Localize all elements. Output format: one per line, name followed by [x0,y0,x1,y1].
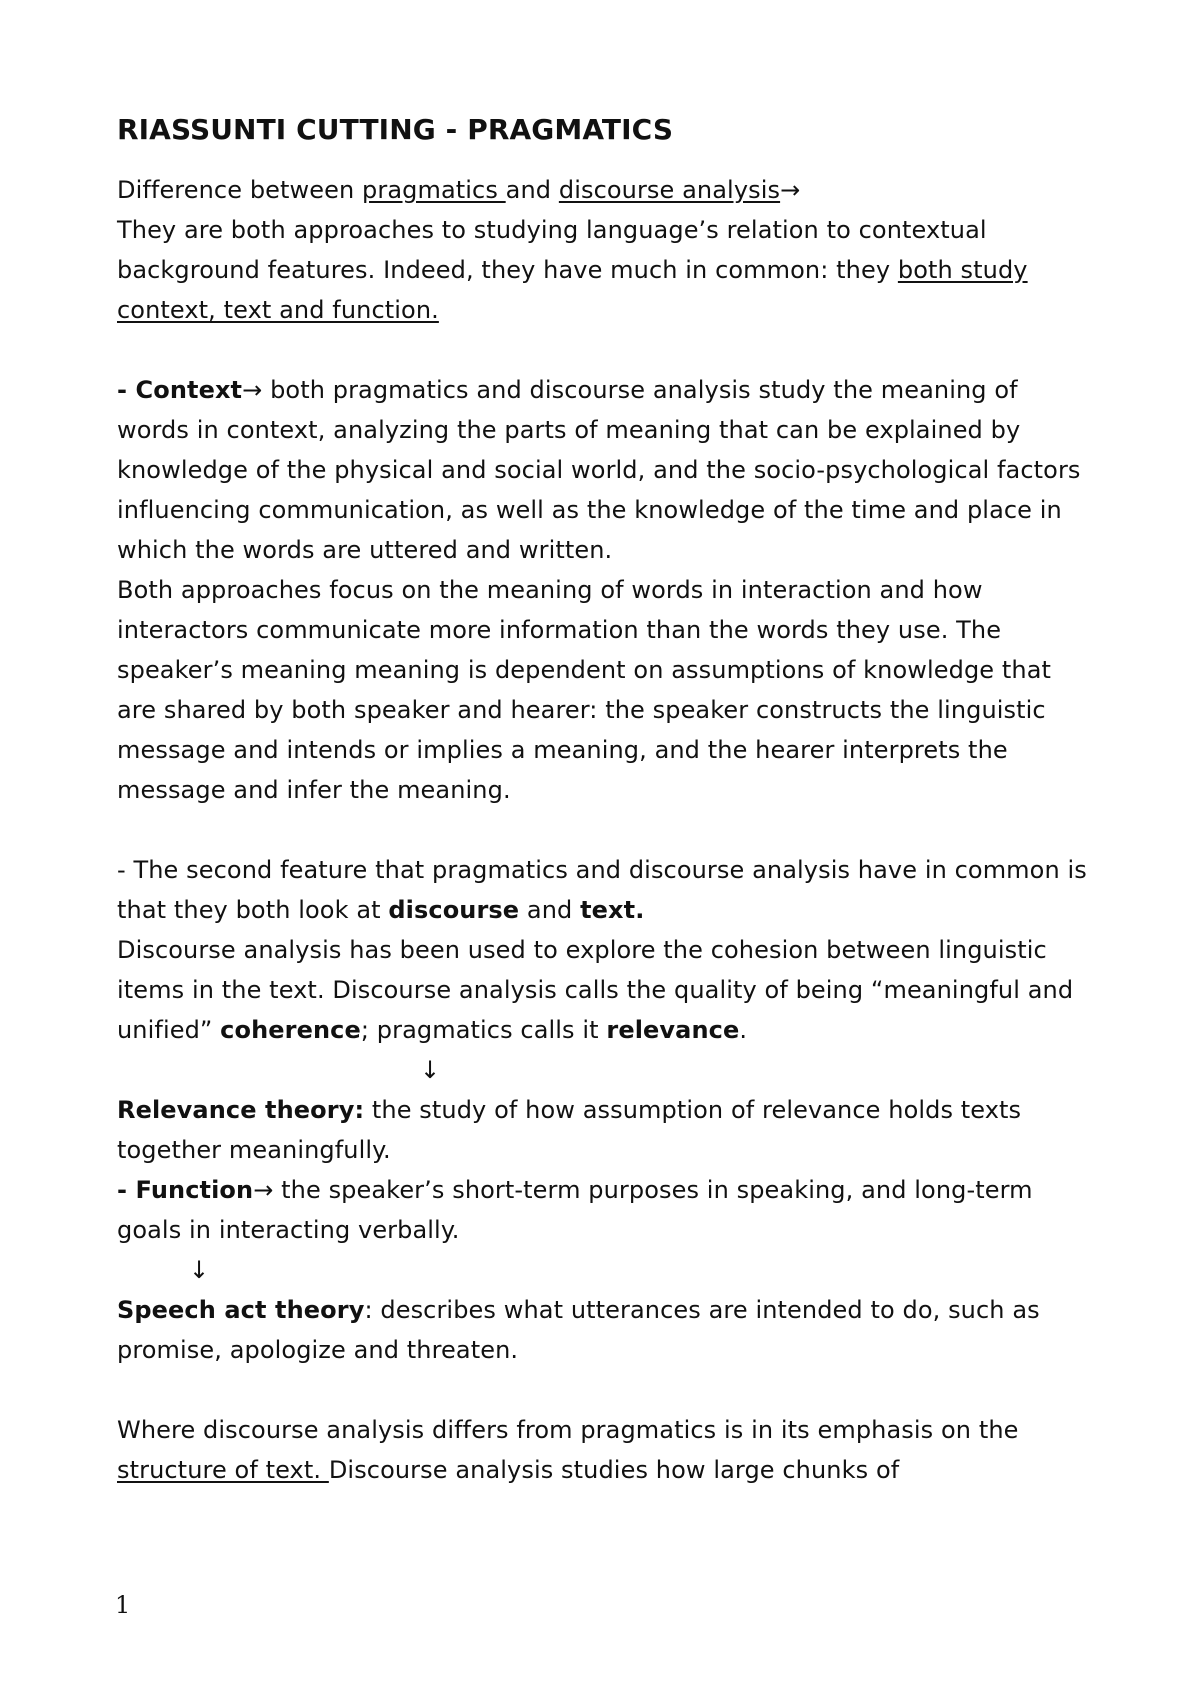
intro-underlined: both study context, text and function. [117,256,1028,324]
speech-act-paragraph [117,1290,1097,1370]
relevance-theory-paragraph [117,1090,1097,1170]
cohesion-period: . [739,1016,748,1044]
structure-of-text: structure of text. [117,1456,329,1484]
context-dash: - [117,376,136,404]
blank-line [117,1370,1097,1410]
context-text: both pragmatics and discourse analysis study the meaning of words in context, analyzing the parts of meaning that can be explained by knowledge of the physical and social world, and the socio-psychological factors influencing communication, as well as the knowledge of the time and place in which the words are uttered and written. [117,376,1081,564]
document-body [117,110,1097,1490]
term-pragmatics: pragmatics [362,176,506,204]
right-arrow-icon: → [780,176,801,204]
speech-act-text: : describes what utterances are intended to do, such as promise, apologize and threaten. [117,1296,1040,1364]
intro-and: and [505,176,559,204]
function-dash: - [117,1176,136,1204]
text-bold: text. [580,896,645,924]
intro-lead: Difference between [117,176,363,204]
right-arrow-icon: → [242,376,263,404]
speech-act-label: Speech act theory [117,1296,365,1324]
blank-line [117,810,1097,850]
intro-paragraph [117,170,1097,330]
discourse-bold: discourse [388,896,520,924]
context-paragraph [117,370,1097,570]
blank-line [117,330,1097,370]
closing-text: Where discourse analysis differs from pragmatics is in its emphasis on the [117,1416,1019,1444]
relevance-bold: relevance [606,1016,740,1044]
down-arrow-icon: ↓ [189,1256,210,1284]
right-arrow-icon: → [253,1176,274,1204]
relevance-theory-label: Relevance theory: [117,1096,365,1124]
function-text: the speaker’s short-term purposes in speaking, and long-term goals in interacting verbally. [117,1176,1033,1244]
context-paragraph-2: Both approaches focus on the meaning of words in interaction and how interactors communicate more information than the words they use. The speaker’s meaning meaning is dependent on assumptions of knowledge that are shared by both speaker and hearer: the speaker constructs the linguistic message and intends or implies a meaning, and the hearer interprets the message and infer the meaning. [117,576,1052,804]
term-discourse-analysis: discourse analysis [558,176,781,204]
document-title: RIASSUNTI CUTTING - PRAGMATICS [117,113,674,146]
intro-body: They are both approaches to studying language’s relation to contextual background features. Indeed, they have much in common: they [117,216,987,284]
relevance-theory-text: the study of how assumption of relevance holds texts together meaningfully. [117,1096,1022,1164]
page-number: 1 [115,1591,131,1619]
down-arrow-icon: ↓ [420,1056,441,1084]
function-paragraph [117,1170,1097,1250]
second-and: and [519,896,581,924]
cohesion-text: Discourse analysis has been used to explore the cohesion between linguistic items in the text. Discourse analysis calls the quality of being “meaningful and unified” [117,936,1074,1044]
function-label: Function [135,1176,254,1204]
second-feature-paragraph [117,850,1097,930]
cohesion-text-2: ; pragmatics calls it [360,1016,607,1044]
coherence-bold: coherence [220,1016,361,1044]
closing-paragraph [117,1410,1097,1490]
closing-text-2: Discourse analysis studies how large chunks of [328,1456,900,1484]
second-text: - The second feature that pragmatics and discourse analysis have in common is that they both look at [117,856,1087,924]
cohesion-paragraph [117,930,1097,1050]
context-label: Context [135,376,243,404]
